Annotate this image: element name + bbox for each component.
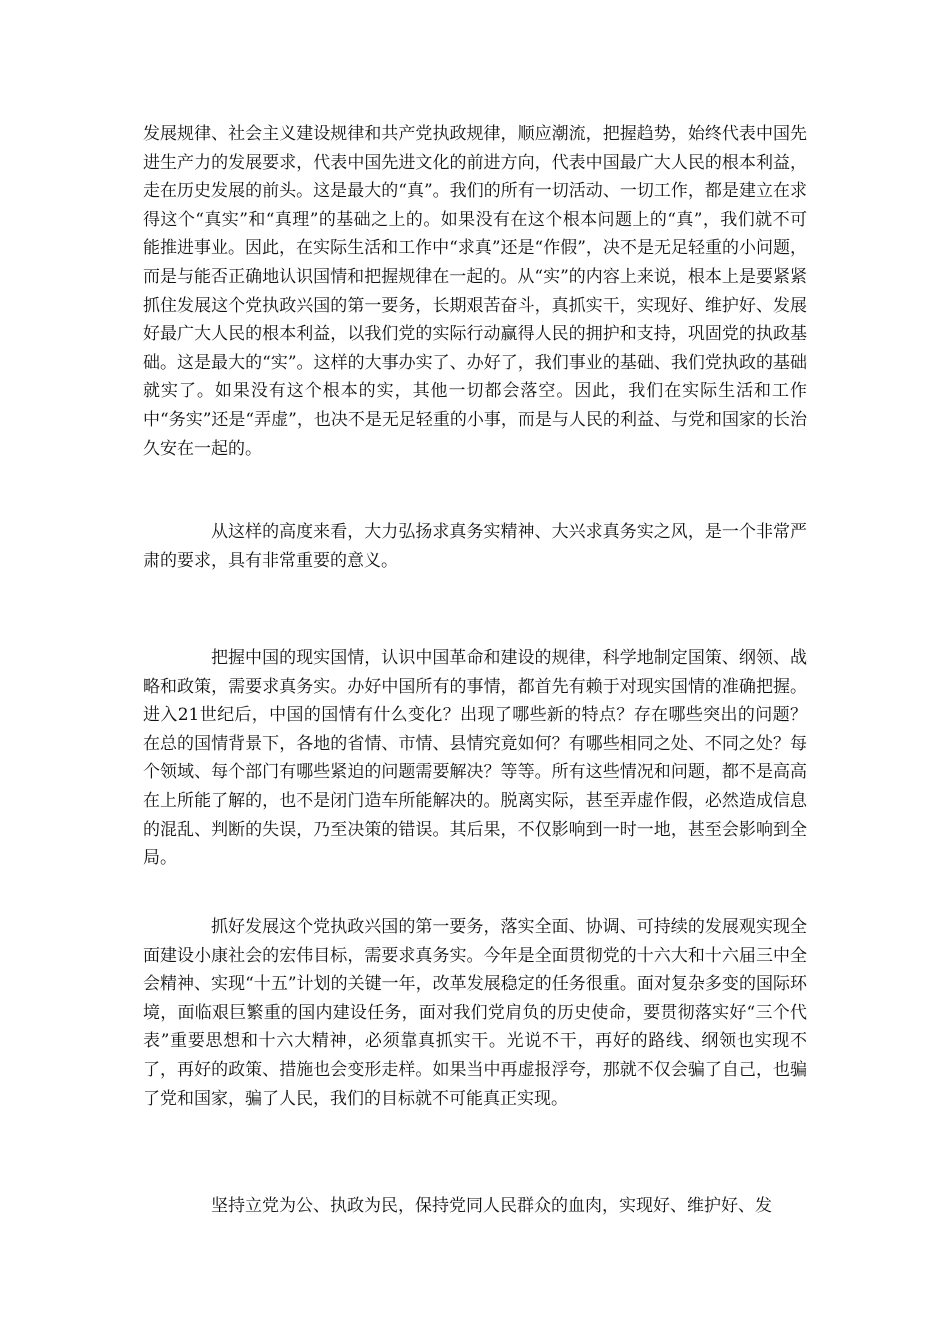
- paragraph-1: 发展规律、社会主义建设规律和共产党执政规律，顺应潮流，把握趋势，始终代表中国先进生产力的发展要求，代表中国先进文化的前进方向，代表中国最广大人民的根本利益，走在历史发展的前头。这是最大的“真”。我们的所有一切活动、一切工作，都是建立在求得这个“真实”和“真理”的基础之上的。如果没有在这个根本问题上的“真”，我们就不可能推进事业。因此，在实际生活和工作中“求真”还是“作假”，决不是无足轻重的小问题，而是与能否正确地认识国情和把握规律在一起的。从“实”的内容上来说，根本上是要紧紧抓住发展这个党执政兴国的第一要务，长期艰苦奋斗，真抓实干，实现好、维护好、发展好最广大人民的根本利益，以我们党的实际行动赢得人民的拥护和支持，巩固党的执政基础。这是最大的“实”。这样的大事办实了、办好了，我们事业的基础、我们党执政的基础就实了。如果没有这个根本的实，其他一切都会落空。因此，我们在实际生活和工作中“务实”还是“弄虚”，也决不是无足轻重的小事，而是与人民的利益、与党和国家的长治久安在一起的。: [143, 124, 807, 459]
- paragraph-3: 把握中国的现实国情，认识中国革命和建设的规律，科学地制定国策、纲领、战略和政策，需要求真务实。办好中国所有的事情，都首先有赖于对现实国情的准确把握。进入21世纪后，中国的国情有什么变化？出现了哪些新的特点？存在哪些突出的问题？在总的国情背景下，各地的省情、市情、县情究竟如何？有哪些相同之处、不同之处？每个领域、每个部门有哪些紧迫的问题需要解决？等等。所有这些情况和问题，都不是高高在上所能了解的，也不是闭门造车所能解决的。脱离实际，甚至弄虚作假，必然造成信息的混乱、判断的失误，乃至决策的错误。其后果，不仅影响到一时一地，甚至会影响到全局。: [143, 648, 807, 869]
- paragraph-4: 抓好发展这个党执政兴国的第一要务，落实全面、协调、可持续的发展观实现全面建设小康社会的宏伟目标，需要求真务实。今年是全面贯彻党的十六大和十六届三中全会精神、实现“十五”计划的关键一年，改革发展稳定的任务很重。面对复杂多变的国际环境，面临艰巨繁重的国内建设任务，面对我们党肩负的历史使命，要贯彻落实好“三个代表”重要思想和十六大精神，必须靠真抓实干。光说不干，再好的路线、纲领也实现不了，再好的政策、措施也会变形走样。如果当中再虚报浮夸，那就不仅会骗了自己，也骗了党和国家，骗了人民，我们的目标就不可能真正实现。: [143, 917, 807, 1109]
- paragraph-5: 坚持立党为公、执政为民，保持党同人民群众的血肉，实现好、维护好、发: [211, 1196, 772, 1216]
- paragraph-2: 从这样的高度来看，大力弘扬求真务实精神、大兴求真务实之风，是一个非常严肃的要求，具有非常重要的意义。: [143, 522, 807, 571]
